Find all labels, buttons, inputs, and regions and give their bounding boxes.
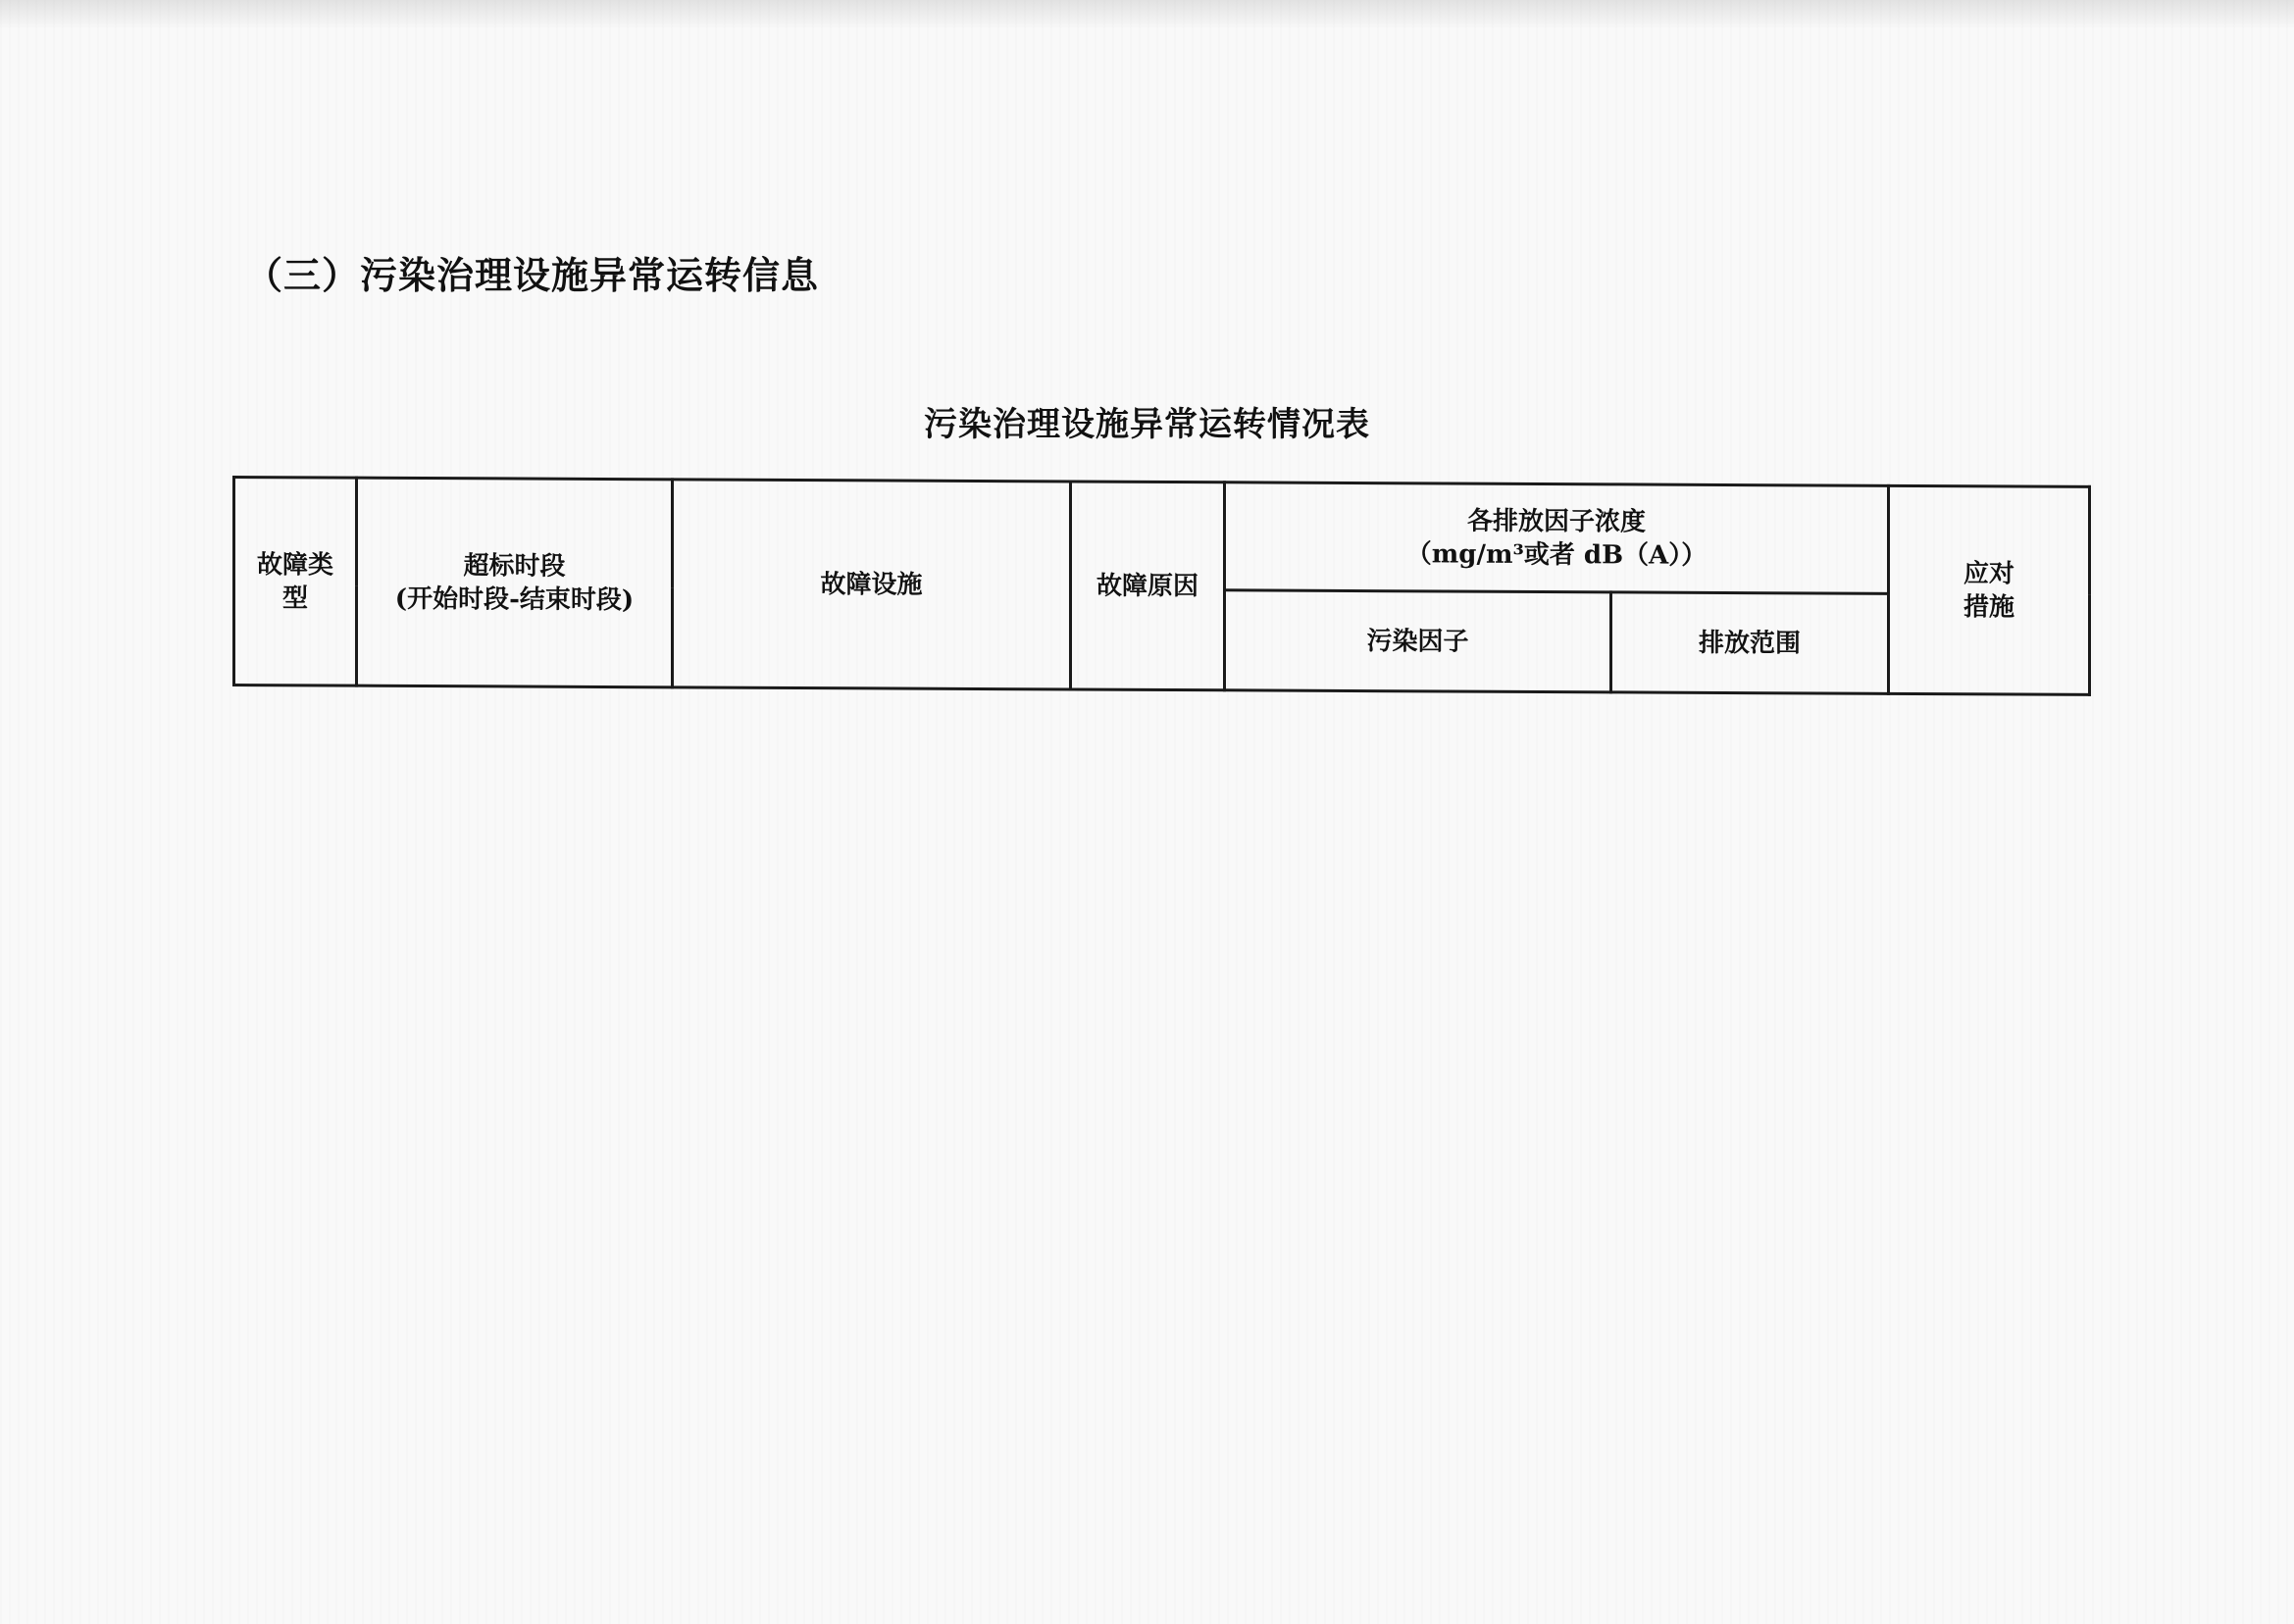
header-fault-type: 故障类 型 xyxy=(234,478,357,686)
table-title: 污染治理设施异常运转情况表 xyxy=(924,405,1370,444)
abnormal-operation-table xyxy=(232,476,2091,696)
scan-edge-shadow xyxy=(0,0,2294,29)
header-emission-range: 排放范围 xyxy=(1611,592,1889,693)
header-exceed-period: 超标时段 (开始时段-结束时段) xyxy=(357,478,673,687)
header-response-measures: 应对 措施 xyxy=(1889,485,2090,694)
header-fault-cause: 故障原因 xyxy=(1071,482,1225,690)
header-pollutant-factor: 污染因子 xyxy=(1225,590,1611,692)
header-fault-facility: 故障设施 xyxy=(673,480,1071,689)
header-concentration: 各排放因子浓度 （mg/m³或者 dB（A）） xyxy=(1225,482,1889,594)
section-heading: （三）污染治理设施异常运转信息 xyxy=(245,253,820,297)
